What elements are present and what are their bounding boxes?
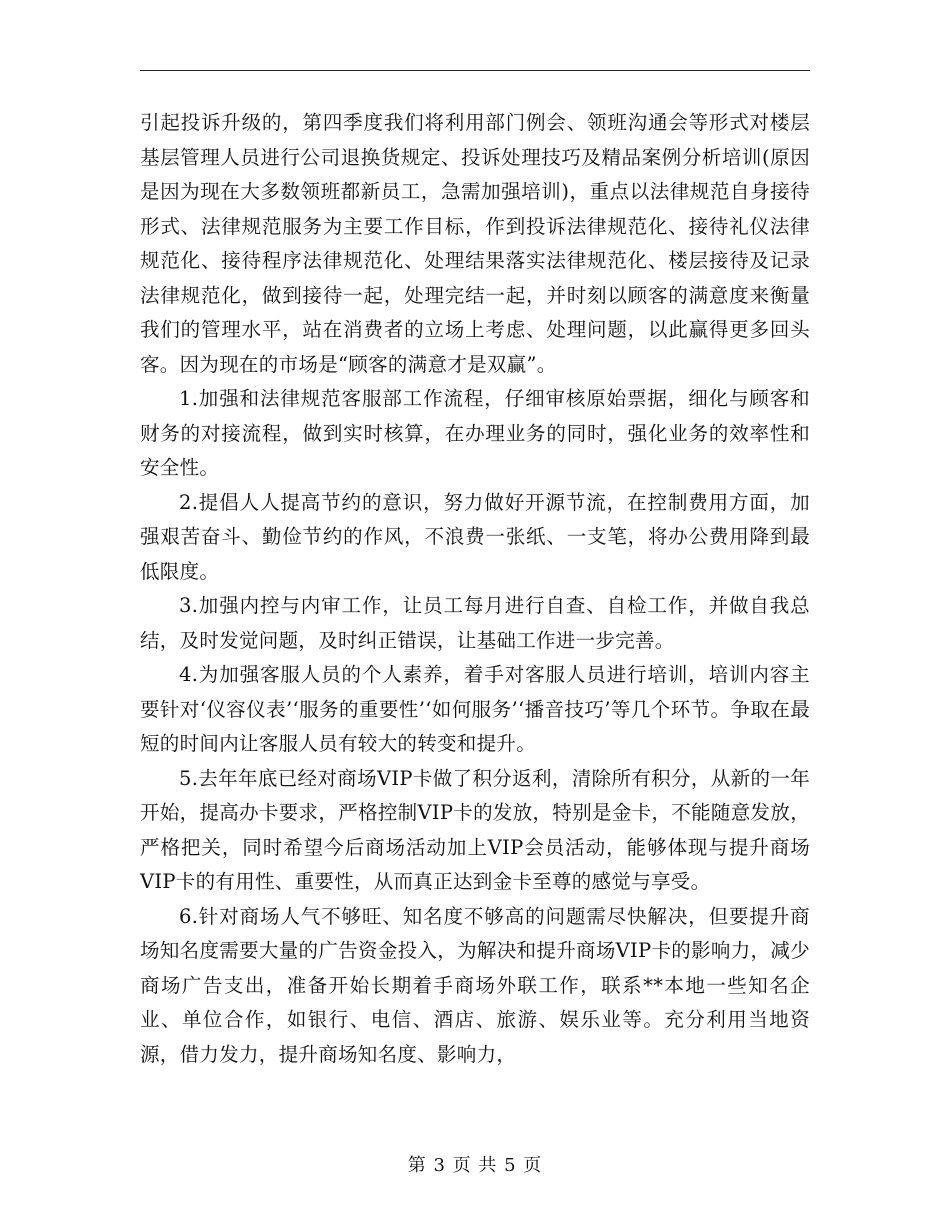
paragraph: 引起投诉升级的，第四季度我们将利用部门例会、领班沟通会等形式对楼层基层管理人员进行公司退换货规定、投诉处理技巧及精品案例分析培训(原因是因为现在大多数领班都新员工，急需加强培训)，重点以法律规范自身接待形式、法律规范服务为主要工作目标，作到投诉法律规范化、接待礼仪法律规范化、接待程序法律规范化、处理结果落实法律规范化、楼层接待及记录法律规范化，做到接待一起，处理完结一起，并时刻以顾客的满意度来衡量我们的管理水平，站在消费者的立场上考虑、处理问题，以此赢得更多回头客。因为现在的市场是“顾客的满意才是双赢”。 [140,111,810,376]
paragraph: 4.为加强客服人员的个人素养，着手对客服人员进行培训，培训内容主要针对‘仪容仪表’‘服务的重要性’‘如何服务’‘播音技巧’等几个环节。争取在最短的时间内让客服人员有较大的转变和提升。 [140,663,810,755]
header-rule [140,70,810,71]
paragraph: 5.去年年底已经对商场VIP卡做了积分返利，清除所有积分，从新的一年开始，提高办卡要求，严格控制VIP卡的发放，特别是金卡，不能随意发放，严格把关，同时希望今后商场活动加上VIP会员活动，能够体现与提升商场VIP卡的有用性、重要性，从而真正达到金卡至尊的感觉与享受。 [140,766,810,893]
paragraph: 6.针对商场人气不够旺、知名度不够高的问题需尽快解决，但要提升商场知名度需要大量的广告资金投入，为解决和提升商场VIP卡的影响力，减少商场广告支出，准备开始长期着手商场外联工作，联系**本地一些知名企业、单位合作，如银行、电信、酒店、旅游、娱乐业等。充分利用当地资源，借力发力，提升商场知名度、影响力， [140,904,810,1066]
paragraph: 1.加强和法律规范客服部工作流程，仔细审核原始票据，细化与顾客和财务的对接流程，做到实时核算，在办理业务的同时，强化业务的效率性和安全性。 [140,387,810,479]
page-footer: 第 3 页 共 5 页 [407,1155,543,1176]
document-body [140,106,810,1072]
paragraph: 3.加强内控与内审工作，让员工每月进行自查、自检工作，并做自我总结，及时发觉问题，及时纠正错误，让基础工作进一步完善。 [140,594,810,652]
paragraph: 2.提倡人人提高节约的意识，努力做好开源节流，在控制费用方面，加强艰苦奋斗、勤俭节约的作风，不浪费一张纸、一支笔，将办公费用降到最低限度。 [140,490,810,583]
